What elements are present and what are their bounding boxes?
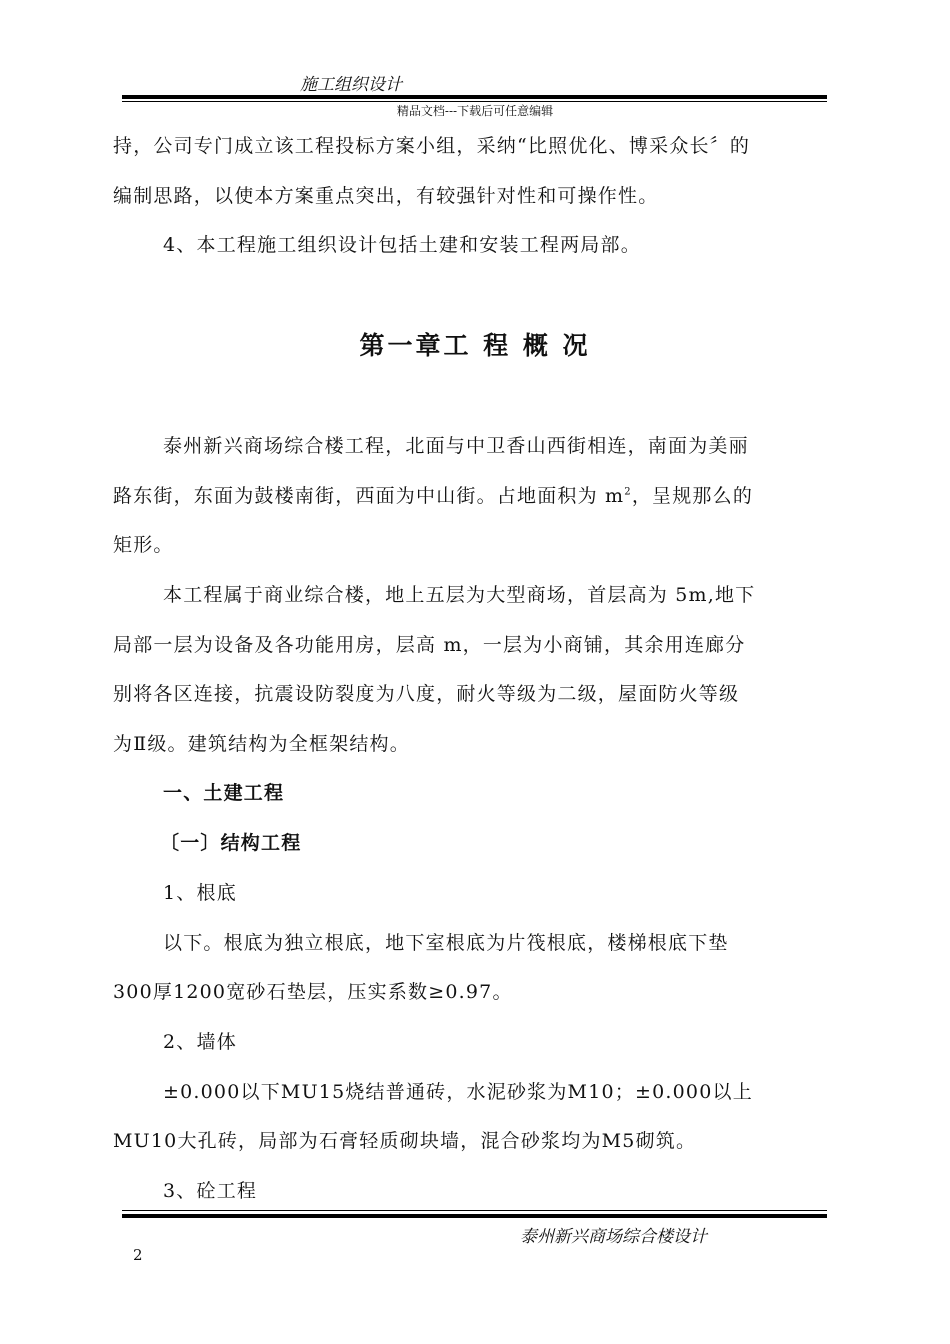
intro-item-4: 4、本工程施工组织设计包括土建和安装工程两局部。: [163, 234, 641, 256]
overview-p1-line-2-b: ，呈规那么的: [631, 485, 754, 507]
intro-line-2: 编制思路，以使本方案重点突出，有较强针对性和可操作性。: [113, 185, 659, 207]
overview-p1-line-2: [113, 481, 753, 508]
overview-p1-line-3: 矩形。: [113, 534, 174, 556]
section-1-title: 一、土建工程: [163, 782, 285, 804]
overview-p2-line-2: 局部一层为设备及各功能用房，层高 m，一层为小商铺，其余用连廊分: [113, 634, 746, 656]
page-number: 2: [133, 1246, 143, 1264]
intro-line-1: 持，公司专门成立该工程投标方案小组，采纳“比照优化、博采众长〞的: [113, 135, 751, 157]
chapter-title: 第一章工 程 概 况: [359, 331, 591, 360]
header-rule-thick: [122, 95, 827, 99]
section-1-item-2-line-2: MU10大孔砖，局部为石膏轻质砌块墙，混合砂浆均为M5砌筑。: [113, 1130, 697, 1152]
section-1-item-2: 2、墙体: [163, 1031, 237, 1053]
section-1-item-2-line-1: ±0.000以下MU15烧结普通砖，水泥砂浆为M10；±0.000以上: [163, 1081, 753, 1103]
footer-rule-thin: [122, 1210, 827, 1211]
section-1-item-1-line-1: 以下。根底为独立根底，地下室根底为片筏根底，楼梯根底下垫: [163, 932, 729, 954]
section-1-item-3: 3、砼工程: [163, 1180, 258, 1202]
footer-title: 泰州新兴商场综合楼设计: [520, 1227, 707, 1247]
overview-p2-line-1: 本工程属于商业综合楼，地上五层为大型商场，首层高为 5m,地下: [163, 584, 756, 606]
header-title: 施工组织设计: [300, 75, 402, 95]
area-unit-superscript: 2: [624, 486, 632, 498]
overview-p2-line-3: 别将各区连接，抗震设防裂度为八度，耐火等级为二级，屋面防火等级: [113, 683, 740, 705]
overview-p2-line-4: 为Ⅱ级。建筑结构为全框架结构。: [113, 733, 410, 755]
header-note: 精品文档---下载后可任意编辑: [396, 104, 554, 118]
section-1-item-1: 1、根底: [163, 882, 237, 904]
overview-p1-line-2-a: 路东街，东面为鼓楼南街，西面为中山街。占地面积为 m: [113, 485, 625, 507]
section-1-sub-1: 〔一〕结构工程: [160, 832, 302, 854]
overview-p1-line-1: 泰州新兴商场综合楼工程，北面与中卫香山西街相连，南面为美丽: [163, 435, 749, 457]
section-1-item-1-line-2: 300厚1200宽砂石垫层，压实系数≥0.97。: [113, 981, 513, 1003]
footer-rule-thick: [122, 1214, 827, 1218]
